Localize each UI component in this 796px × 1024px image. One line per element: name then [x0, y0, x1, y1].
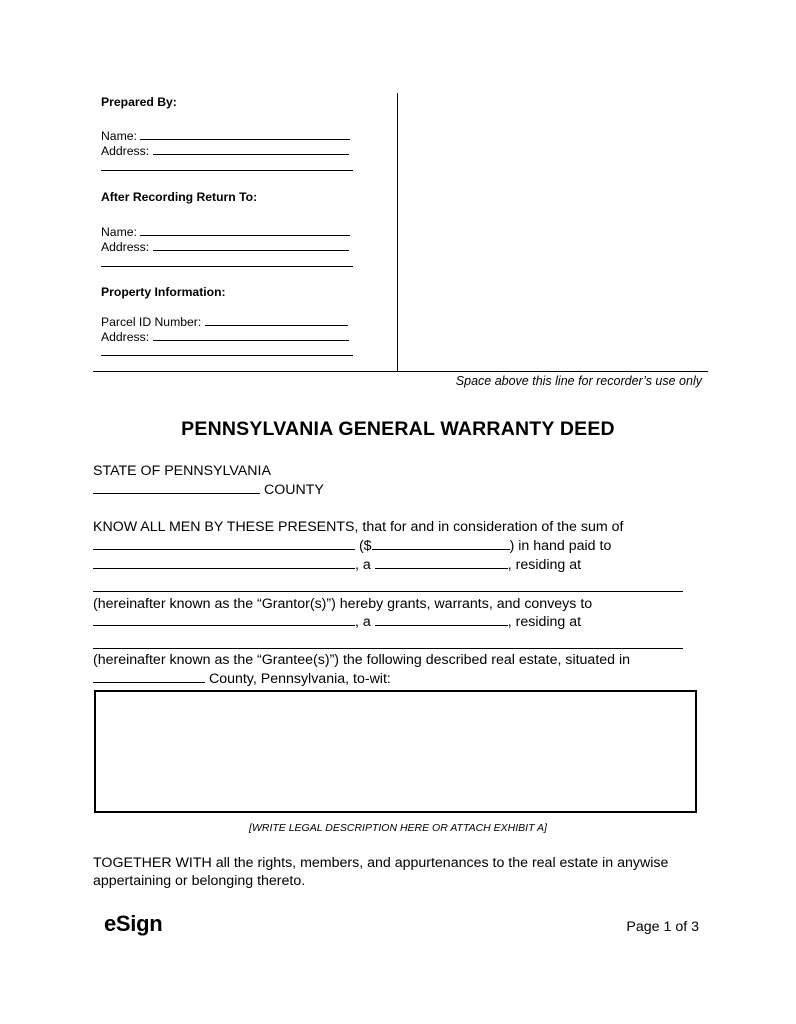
- grantee-residing-text: , residing at: [507, 614, 582, 630]
- esign-logo: eSign: [104, 911, 163, 936]
- prepared-by-address-row: [101, 143, 349, 158]
- grantor-name-field[interactable]: [93, 557, 355, 569]
- grantee-text: (hereinafter known as the “Grantee(s)”) the following described real estate, situated in: [93, 652, 631, 668]
- legal-description-box[interactable]: [94, 690, 697, 813]
- property-address-field[interactable]: [153, 329, 349, 341]
- document-title: PENNSYLVANIA GENERAL WARRANTY DEED: [181, 418, 615, 440]
- county-row: [93, 482, 324, 499]
- grantee-status-field[interactable]: [375, 614, 508, 626]
- property-address-row: [101, 329, 349, 344]
- return-to-name-label: Name:: [101, 225, 137, 239]
- grantee-a-text: , a: [355, 614, 371, 630]
- grantor-address-field[interactable]: [93, 591, 683, 592]
- return-to-heading: After Recording Return To:: [101, 190, 258, 204]
- dollar-close: ) in hand paid to: [509, 538, 612, 554]
- recorder-note: Space above this line for recorder’s use only: [455, 374, 702, 388]
- grantor-name-row: [93, 557, 581, 574]
- county-label: COUNTY: [263, 482, 324, 498]
- return-to-address-row: [101, 239, 349, 254]
- property-county-text: County, Pennsylvania, to-wit:: [208, 671, 391, 687]
- return-to-name-row: [101, 224, 350, 239]
- together-line-1: TOGETHER WITH all the rights, members, and appurtenances to the real estate in anywise: [93, 855, 669, 871]
- property-address-line2[interactable]: [101, 355, 353, 356]
- prepared-by-address-line2[interactable]: [101, 170, 353, 171]
- property-info-heading: Property Information:: [101, 285, 226, 299]
- grantor-residing-text: , residing at: [507, 557, 582, 573]
- recorder-horizontal-divider: [93, 371, 708, 372]
- parcel-id-field[interactable]: [205, 314, 348, 326]
- consideration-words-field[interactable]: [93, 538, 355, 550]
- parcel-id-row: [101, 314, 348, 329]
- grantor-status-field[interactable]: [375, 557, 508, 569]
- page-number: Page 1 of 3: [626, 919, 699, 935]
- together-line-2: appertaining or belonging thereto.: [93, 873, 306, 889]
- prepared-by-name-row: [101, 128, 350, 143]
- grantor-text: (hereinafter known as the “Grantor(s)”) hereby grants, warrants, and conveys to: [93, 596, 593, 612]
- grantee-name-field[interactable]: [93, 614, 355, 626]
- prepared-by-name-field[interactable]: [140, 128, 350, 140]
- prepared-by-name-label: Name:: [101, 129, 137, 143]
- prepared-by-heading: Prepared By:: [101, 95, 177, 109]
- intro-text: KNOW ALL MEN BY THESE PRESENTS, that for and in consideration of the sum of: [93, 519, 624, 535]
- return-to-address-field[interactable]: [153, 239, 349, 251]
- grantor-a-text: , a: [355, 557, 371, 573]
- consideration-row: [93, 538, 611, 555]
- return-to-name-field[interactable]: [140, 224, 350, 236]
- state-line: STATE OF PENNSYLVANIA: [93, 463, 271, 479]
- property-county-row: [93, 671, 391, 688]
- return-to-address-line2[interactable]: [101, 266, 353, 267]
- county-field[interactable]: [93, 482, 260, 494]
- parcel-id-label: Parcel ID Number:: [101, 315, 202, 329]
- grantee-name-row: [93, 614, 581, 631]
- grantee-address-field[interactable]: [93, 648, 683, 649]
- prepared-by-address-field[interactable]: [153, 143, 349, 155]
- property-address-label: Address:: [101, 330, 150, 344]
- dollar-open: ($: [358, 538, 372, 554]
- prepared-by-address-label: Address:: [101, 144, 150, 158]
- property-county-field[interactable]: [93, 671, 205, 683]
- legal-description-caption: [WRITE LEGAL DESCRIPTION HERE OR ATTACH EXHIBIT A]: [249, 822, 547, 834]
- dollar-amount-field[interactable]: [372, 538, 510, 550]
- return-to-address-label: Address:: [101, 240, 150, 254]
- recorder-vertical-divider: [397, 93, 398, 372]
